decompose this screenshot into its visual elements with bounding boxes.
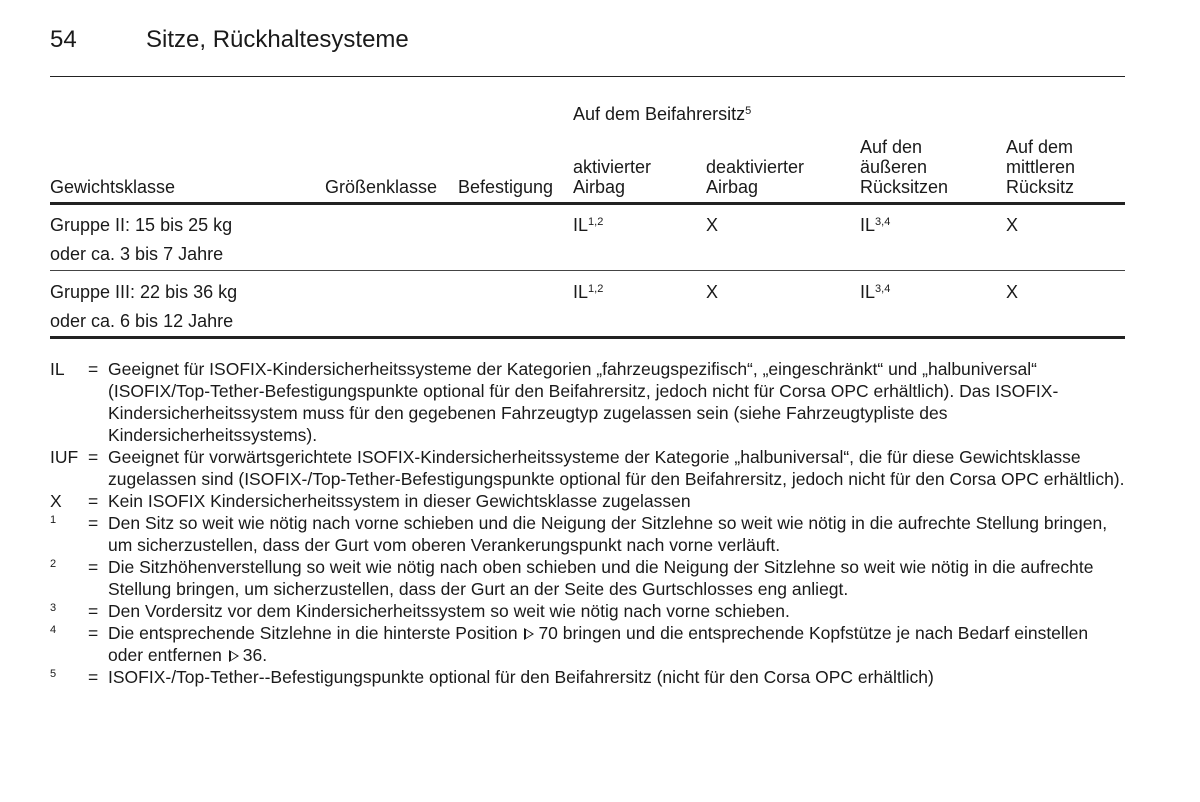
legend-text: ISOFIX-/Top-Tether--Befestigungspunkte optional für den Beifahrersitz (nicht für den Corsa OPC erhältlich) <box>108 667 934 687</box>
legend-key: IL <box>50 359 65 379</box>
col-weight-class: Gewichtsklasse <box>50 177 176 197</box>
legend-equals: = <box>88 667 99 687</box>
row-1-subtitle: oder ca. 3 bis 7 Jahre <box>50 244 224 264</box>
row-1-middle: X <box>1006 215 1019 235</box>
col-size-class: Größenklasse <box>325 177 438 197</box>
legend-text: Geeignet für vorwärtsgerichtete ISOFIX-Kindersicherheitssysteme der Kategorie „halbuniversal“, die für diese Gewichtsklasse zugelassen sind (ISOFIX-/Top-Tether-Befestigungspunkte optional für den Beifahrersitz, jedoch nicht für den Corsa OPC erhältlich). <box>108 447 1125 489</box>
row-1-activated: IL$^{1,2}$ <box>573 215 604 235</box>
row-2-title: Gruppe III: 22 bis 36 kg <box>50 282 238 302</box>
col-middle-rear-seat: Auf dem mittleren Rücksitz <box>1006 137 1076 197</box>
legend-item <box>50 556 1125 600</box>
legend-equals: = <box>88 557 99 577</box>
table-row-divider <box>50 270 1125 271</box>
page-reference-arrow-icon <box>524 628 534 640</box>
table-bottom-rule <box>50 336 1125 339</box>
page-header <box>50 26 409 54</box>
legend-item <box>50 358 1125 446</box>
row-2-deactivated: X <box>706 282 719 302</box>
row-2-activated: IL$^{1,2}$ <box>573 282 604 302</box>
legend-text: Geeignet für ISOFIX-Kindersicherheitssysteme der Kategorien „fahrzeugspezifisch“, „eingeschränkt“ und „halbuniversal“ (ISOFIX/Top-Tether-Befestigungspunkte optional für den Beifahrersitz, jedoch nicht für Corsa OPC erhältlich). Das ISOFIX-Kindersicherheitssystem muss für den gegebenen Fahrzeugtyp zugelassen sein (siehe Fahrzeugtypliste des Kindersicherheitssystems). <box>108 359 1059 445</box>
row-2-outer: IL$^{3,4}$ <box>860 282 891 302</box>
page-reference-link[interactable]: 36 <box>242 645 263 665</box>
row-1-outer: IL$^{3,4}$ <box>860 215 891 235</box>
legend-text: Die entsprechende Sitzlehne in die hinterste Position 70 bringen und die entsprechende Kopfstütze je nach Bedarf einstellen oder entfernen 36. <box>108 623 1089 665</box>
page-number: 54 <box>50 26 77 53</box>
passenger-seat-group-header: Auf dem Beifahrersitz$^5$ <box>573 104 752 124</box>
legend-item <box>50 600 1125 622</box>
legend-equals: = <box>88 601 99 621</box>
legend-text: Den Vordersitz vor dem Kindersicherheitssystem so weit wie nötig nach vorne schieben. <box>108 601 790 621</box>
legend-key: 1 <box>50 514 57 526</box>
legend-text: Kein ISOFIX Kindersicherheitssystem in dieser Gewichtsklasse zugelassen <box>108 491 691 511</box>
legend-item <box>50 622 1125 666</box>
legend-equals: = <box>88 447 99 467</box>
legend-key: 4 <box>50 624 57 636</box>
legend-text: Die Sitzhöhenverstellung so weit wie nötig nach oben schieben und die Neigung der Sitzlehne so weit wie nötig in die aufrechte Stellung bringen, um sicherzustellen, dass der Gurt an der Seite des Gurtschlosses eng anliegt. <box>108 557 1094 599</box>
page-reference-link[interactable]: 70 <box>538 623 558 643</box>
page-reference-arrow-icon <box>229 650 239 662</box>
col-fastening: Befestigung <box>458 177 554 197</box>
legend-item <box>50 512 1125 556</box>
legend-item <box>50 446 1125 490</box>
legend-equals: = <box>88 623 99 643</box>
row-2-subtitle: oder ca. 6 bis 12 Jahre <box>50 311 234 331</box>
legend-key: X <box>50 491 62 511</box>
col-airbag-deactivated: deaktivierter Airbag <box>706 157 805 197</box>
legend-key: 3 <box>50 602 57 614</box>
col-outer-rear-seats: Auf den äußeren Rücksitzen <box>860 137 949 197</box>
legend-text: Den Sitz so weit wie nötig nach vorne schieben und die Neigung der Sitzlehne so weit wie nötig in die aufrechte Stellung bringen, um sicherzustellen, dass der Gurt vom oberen Verankerungspunkt nach vorne verläuft. <box>108 513 1108 555</box>
row-2-middle: X <box>1006 282 1019 302</box>
table-header-rule <box>50 202 1125 205</box>
legend-equals: = <box>88 359 99 379</box>
legend <box>50 358 1125 688</box>
legend-key: 5 <box>50 668 57 680</box>
legend-key: IUF <box>50 447 79 467</box>
legend-equals: = <box>88 513 99 533</box>
row-1-deactivated: X <box>706 215 719 235</box>
col-airbag-activated: aktivierter Airbag <box>573 157 652 197</box>
row-1-title: Gruppe II: 15 bis 25 kg <box>50 215 233 235</box>
header-rule <box>50 76 1125 77</box>
legend-equals: = <box>88 491 99 511</box>
section-title: Sitze, Rückhaltesysteme <box>146 26 409 53</box>
legend-key: 2 <box>50 558 57 570</box>
legend-item <box>50 490 1125 512</box>
legend-item <box>50 666 1125 688</box>
